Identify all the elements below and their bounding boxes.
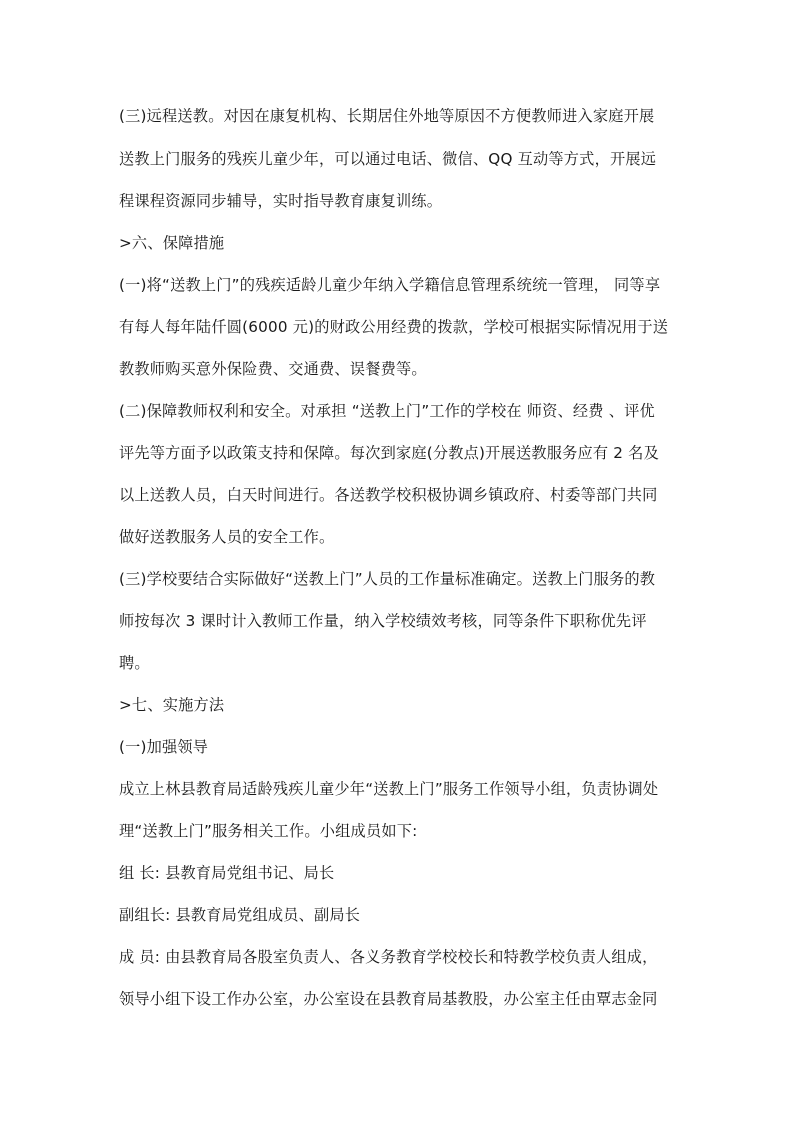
paragraph-line: 程课程资源同步辅导，实时指导教育康复训练。 — [119, 192, 443, 210]
member-line: 副组长: 县教育局党组成员、副局长 — [119, 906, 361, 924]
paragraph-line: 以上送教人员，白天时间进行。各送教学校积极协调乡镇政府、村委等部门共同 — [119, 486, 658, 504]
member-line: 成 员: 由县教育局各股室负责人、各义务教育学校校长和特教学校负责人组成， — [119, 948, 658, 966]
paragraph-line: (三)远程送教。对因在康复机构、长期居住外地等原因不方便教师进入家庭开展 — [119, 107, 655, 125]
paragraph-line: 评先等方面予以政策支持和保障。每次到家庭(分教点)开展送教服务应有 2 名及 — [119, 444, 659, 462]
paragraph-line: 有每人每年陆仟圆(6000 元)的财政公用经费的拨款，学校可根据实际情况用于送 — [119, 318, 669, 336]
paragraph-line: (一)将“送教上门”的残疾适龄儿童少年纳入学籍信息管理系统统一管理， 同等享 — [119, 276, 661, 294]
paragraph-line: (二)保障教师权利和安全。对承担 “送教上门”工作的学校在 师资、经费 、评优 — [119, 402, 655, 420]
section-heading: >七、实施方法 — [119, 696, 225, 714]
paragraph-line: (三)学校要结合实际做好“送教上门”人员的工作量标准确定。送教上门服务的教 — [119, 570, 656, 588]
section-heading: >六、保障措施 — [119, 234, 225, 252]
paragraph-line: 成立上林县教育局适龄残疾儿童少年“送教上门”服务工作领导小组，负责协调处 — [119, 780, 659, 798]
member-line: 组 长: 县教育局党组书记、局长 — [119, 864, 335, 882]
paragraph-line: 领导小组下设工作办公室，办公室设在县教育局基教股，办公室主任由覃志金同 — [119, 990, 658, 1008]
paragraph-line: 聘。 — [119, 654, 150, 672]
subsection-heading: (一)加强领导 — [119, 738, 209, 756]
paragraph-line: 送教上门服务的残疾儿童少年，可以通过电话、微信、QQ 互动等方式，开展远 — [119, 150, 657, 168]
paragraph-line: 教教师购买意外保险费、交通费、误餐费等。 — [119, 360, 427, 378]
paragraph-line: 师按每次 3 课时计入教师工作量，纳入学校绩效考核，同等条件下职称优先评 — [119, 612, 647, 630]
paragraph-line: 做好送教服务人员的安全工作。 — [119, 528, 335, 546]
paragraph-line: 理“送教上门”服务相关工作。小组成员如下: — [119, 822, 418, 840]
